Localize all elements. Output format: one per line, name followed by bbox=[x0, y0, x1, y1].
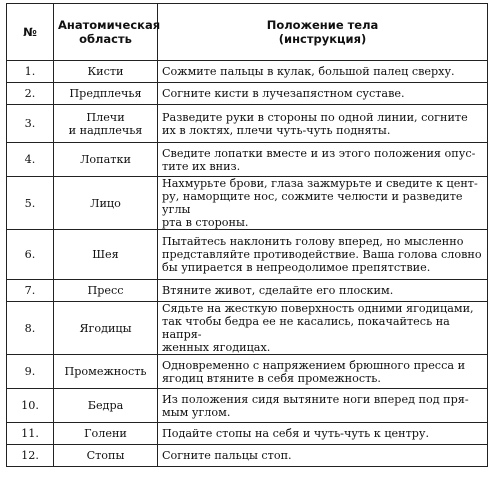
row-number: 9. bbox=[7, 355, 54, 389]
row-area: Кисти bbox=[54, 61, 158, 83]
table-row bbox=[7, 230, 488, 280]
row-area: Шея bbox=[54, 230, 158, 280]
row-instruction: Сведите лопатки вместе и из этого положения опус- тите их вниз. bbox=[158, 143, 488, 177]
row-number: 5. bbox=[7, 177, 54, 230]
row-area: Промежность bbox=[54, 355, 158, 389]
row-number: 1. bbox=[7, 61, 54, 83]
table-row bbox=[7, 302, 488, 355]
header-number: № bbox=[7, 4, 54, 61]
row-number: 12. bbox=[7, 445, 54, 467]
header-anatomical-area: Анатомическая область bbox=[54, 4, 158, 61]
header-body-position: Положение тела (инструкция) bbox=[158, 4, 488, 61]
table-row bbox=[7, 423, 488, 445]
row-instruction: Из положения сидя вытяните ноги вперед под пря- мым углом. bbox=[158, 389, 488, 423]
table-row bbox=[7, 105, 488, 143]
row-number: 4. bbox=[7, 143, 54, 177]
row-area: Голени bbox=[54, 423, 158, 445]
row-area: Лицо bbox=[54, 177, 158, 230]
row-instruction: Разведите руки в стороны по одной линии, согните их в локтях, плечи чуть-чуть подняты. bbox=[158, 105, 488, 143]
row-instruction: Нахмурьте брови, глаза зажмурьте и сведите к цент- ру, наморщите нос, сожмите челюсти и разведите углы рта в стороны. bbox=[158, 177, 488, 230]
row-number: 7. bbox=[7, 280, 54, 302]
table-row bbox=[7, 177, 488, 230]
row-area: Бедра bbox=[54, 389, 158, 423]
row-number: 2. bbox=[7, 83, 54, 105]
row-number: 3. bbox=[7, 105, 54, 143]
exercise-table bbox=[6, 3, 488, 467]
row-instruction: Пытайтесь наклонить голову вперед, но мысленно представляйте противодействие. Ваша голова словно бы упирается в непреодолимое препятствие. bbox=[158, 230, 488, 280]
table-row bbox=[7, 61, 488, 83]
row-area: Плечи и надплечья bbox=[54, 105, 158, 143]
row-area: Пресс bbox=[54, 280, 158, 302]
table-row bbox=[7, 143, 488, 177]
table-row bbox=[7, 355, 488, 389]
row-instruction: Втяните живот, сделайте его плоским. bbox=[158, 280, 488, 302]
row-area: Стопы bbox=[54, 445, 158, 467]
row-instruction: Подайте стопы на себя и чуть-чуть к центру. bbox=[158, 423, 488, 445]
row-number: 10. bbox=[7, 389, 54, 423]
row-instruction: Сожмите пальцы в кулак, большой палец сверху. bbox=[158, 61, 488, 83]
header-row bbox=[7, 4, 488, 61]
row-area: Лопатки bbox=[54, 143, 158, 177]
table-row bbox=[7, 280, 488, 302]
row-instruction: Согните пальцы стоп. bbox=[158, 445, 488, 467]
row-number: 8. bbox=[7, 302, 54, 355]
row-area: Ягодицы bbox=[54, 302, 158, 355]
table-row bbox=[7, 389, 488, 423]
row-area: Предплечья bbox=[54, 83, 158, 105]
row-instruction: Одновременно с напряжением брюшного пресса и ягодиц втяните в себя промежность. bbox=[158, 355, 488, 389]
row-number: 6. bbox=[7, 230, 54, 280]
row-instruction: Сядьте на жесткую поверхность одними ягодицами, так чтобы бедра ее не касались, покачайтесь на напря- женных ягодицах. bbox=[158, 302, 488, 355]
table-row bbox=[7, 445, 488, 467]
row-number: 11. bbox=[7, 423, 54, 445]
table-row bbox=[7, 83, 488, 105]
row-instruction: Согните кисти в лучезапястном суставе. bbox=[158, 83, 488, 105]
